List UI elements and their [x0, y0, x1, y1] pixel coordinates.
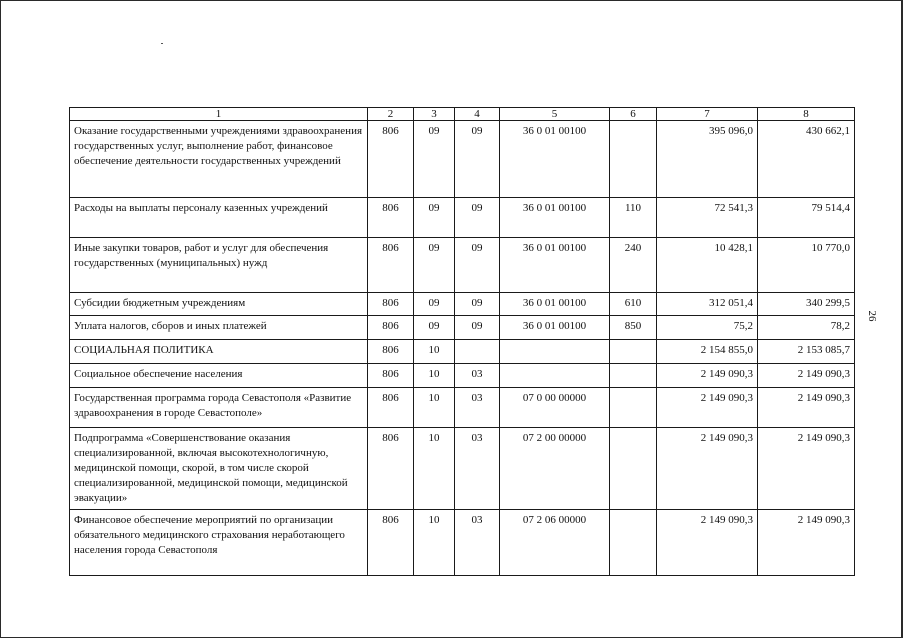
row-sum-2: 2 153 085,7 [758, 340, 855, 364]
row-rz: 10 [414, 364, 455, 388]
row-sum-1: 2 149 090,3 [657, 388, 758, 428]
row-csr: 36 0 01 00100 [500, 293, 610, 316]
row-rz: 10 [414, 510, 455, 576]
row-pr: 03 [455, 510, 500, 576]
row-rz: 09 [414, 316, 455, 340]
row-sum-2: 2 149 090,3 [758, 364, 855, 388]
row-sum-2: 2 149 090,3 [758, 510, 855, 576]
table-row [70, 293, 855, 316]
row-name: Социальное обеспечение населения [70, 364, 368, 388]
row-rz: 10 [414, 388, 455, 428]
row-name: Подпрограмма «Совершенствование оказания специализированной, включая высокотехнологичную, медицинской помощи, скорой, в том числе скорой специализированной, медицинской помощи, медицинской эвакуации» [70, 428, 368, 510]
row-vr [610, 364, 657, 388]
table-row [70, 121, 855, 198]
row-sum-2: 430 662,1 [758, 121, 855, 198]
row-name: СОЦИАЛЬНАЯ ПОЛИТИКА [70, 340, 368, 364]
row-rz: 10 [414, 428, 455, 510]
row-pr: 09 [455, 121, 500, 198]
page-number: 26 [866, 310, 878, 322]
row-pr: 03 [455, 364, 500, 388]
row-rz: 10 [414, 340, 455, 364]
table-row [70, 238, 855, 293]
table-row [70, 428, 855, 510]
row-rz: 09 [414, 293, 455, 316]
column-number-row [70, 108, 855, 121]
row-sum-1: 10 428,1 [657, 238, 758, 293]
row-sum-2: 2 149 090,3 [758, 428, 855, 510]
row-name: Расходы на выплаты персоналу казенных учреждений [70, 198, 368, 238]
row-name: Иные закупки товаров, работ и услуг для обеспечения государственных (муниципальных) нужд [70, 238, 368, 293]
row-vr [610, 388, 657, 428]
table-row [70, 388, 855, 428]
row-name: Уплата налогов, сборов и иных платежей [70, 316, 368, 340]
row-sum-1: 312 051,4 [657, 293, 758, 316]
row-ved: 806 [368, 198, 414, 238]
row-sum-1: 2 154 855,0 [657, 340, 758, 364]
row-sum-1: 2 149 090,3 [657, 510, 758, 576]
column-number: 4 [455, 108, 500, 121]
row-ved: 806 [368, 238, 414, 293]
row-csr [500, 364, 610, 388]
row-ved: 806 [368, 510, 414, 576]
row-sum-2: 10 770,0 [758, 238, 855, 293]
row-csr: 36 0 01 00100 [500, 316, 610, 340]
row-vr [610, 340, 657, 364]
row-pr: 03 [455, 428, 500, 510]
row-sum-2: 340 299,5 [758, 293, 855, 316]
row-pr: 09 [455, 293, 500, 316]
row-ved: 806 [368, 121, 414, 198]
row-pr: 09 [455, 316, 500, 340]
row-name: Государственная программа города Севастополя «Развитие здравоохранения в городе Севастополе» [70, 388, 368, 428]
row-pr: 09 [455, 198, 500, 238]
row-sum-2: 78,2 [758, 316, 855, 340]
row-pr: 03 [455, 388, 500, 428]
row-ved: 806 [368, 428, 414, 510]
column-number: 6 [610, 108, 657, 121]
row-vr: 610 [610, 293, 657, 316]
row-ved: 806 [368, 340, 414, 364]
table-row [70, 198, 855, 238]
row-rz: 09 [414, 121, 455, 198]
row-vr [610, 510, 657, 576]
column-number: 7 [657, 108, 758, 121]
row-vr [610, 121, 657, 198]
column-number: 2 [368, 108, 414, 121]
row-sum-1: 395 096,0 [657, 121, 758, 198]
table-row [70, 340, 855, 364]
row-pr: 09 [455, 238, 500, 293]
row-vr [610, 428, 657, 510]
row-csr: 07 0 00 00000 [500, 388, 610, 428]
row-name: Финансовое обеспечение мероприятий по организации обязательного медицинского страхования неработающего населения города Севастополя [70, 510, 368, 576]
row-csr: 36 0 01 00100 [500, 198, 610, 238]
row-sum-2: 2 149 090,3 [758, 388, 855, 428]
table-row [70, 510, 855, 576]
row-name: Оказание государственными учреждениями здравоохранения государственных услуг, выполнение работ, финансовое обеспечение деятельности государственных учреждений [70, 121, 368, 198]
scan-speck [161, 43, 163, 44]
row-vr: 850 [610, 316, 657, 340]
row-vr: 110 [610, 198, 657, 238]
column-number: 8 [758, 108, 855, 121]
row-ved: 806 [368, 293, 414, 316]
row-rz: 09 [414, 238, 455, 293]
row-csr: 07 2 06 00000 [500, 510, 610, 576]
table-row [70, 364, 855, 388]
row-csr [500, 340, 610, 364]
row-ved: 806 [368, 364, 414, 388]
row-pr [455, 340, 500, 364]
row-name: Субсидии бюджетным учреждениям [70, 293, 368, 316]
column-number: 5 [500, 108, 610, 121]
table-row [70, 316, 855, 340]
row-sum-1: 2 149 090,3 [657, 364, 758, 388]
row-csr: 07 2 00 00000 [500, 428, 610, 510]
row-csr: 36 0 01 00100 [500, 121, 610, 198]
row-rz: 09 [414, 198, 455, 238]
column-number: 3 [414, 108, 455, 121]
row-vr: 240 [610, 238, 657, 293]
row-sum-1: 75,2 [657, 316, 758, 340]
column-number: 1 [70, 108, 368, 121]
row-ved: 806 [368, 388, 414, 428]
budget-table [69, 107, 855, 576]
row-sum-1: 72 541,3 [657, 198, 758, 238]
row-ved: 806 [368, 316, 414, 340]
row-sum-1: 2 149 090,3 [657, 428, 758, 510]
row-sum-2: 79 514,4 [758, 198, 855, 238]
row-csr: 36 0 01 00100 [500, 238, 610, 293]
